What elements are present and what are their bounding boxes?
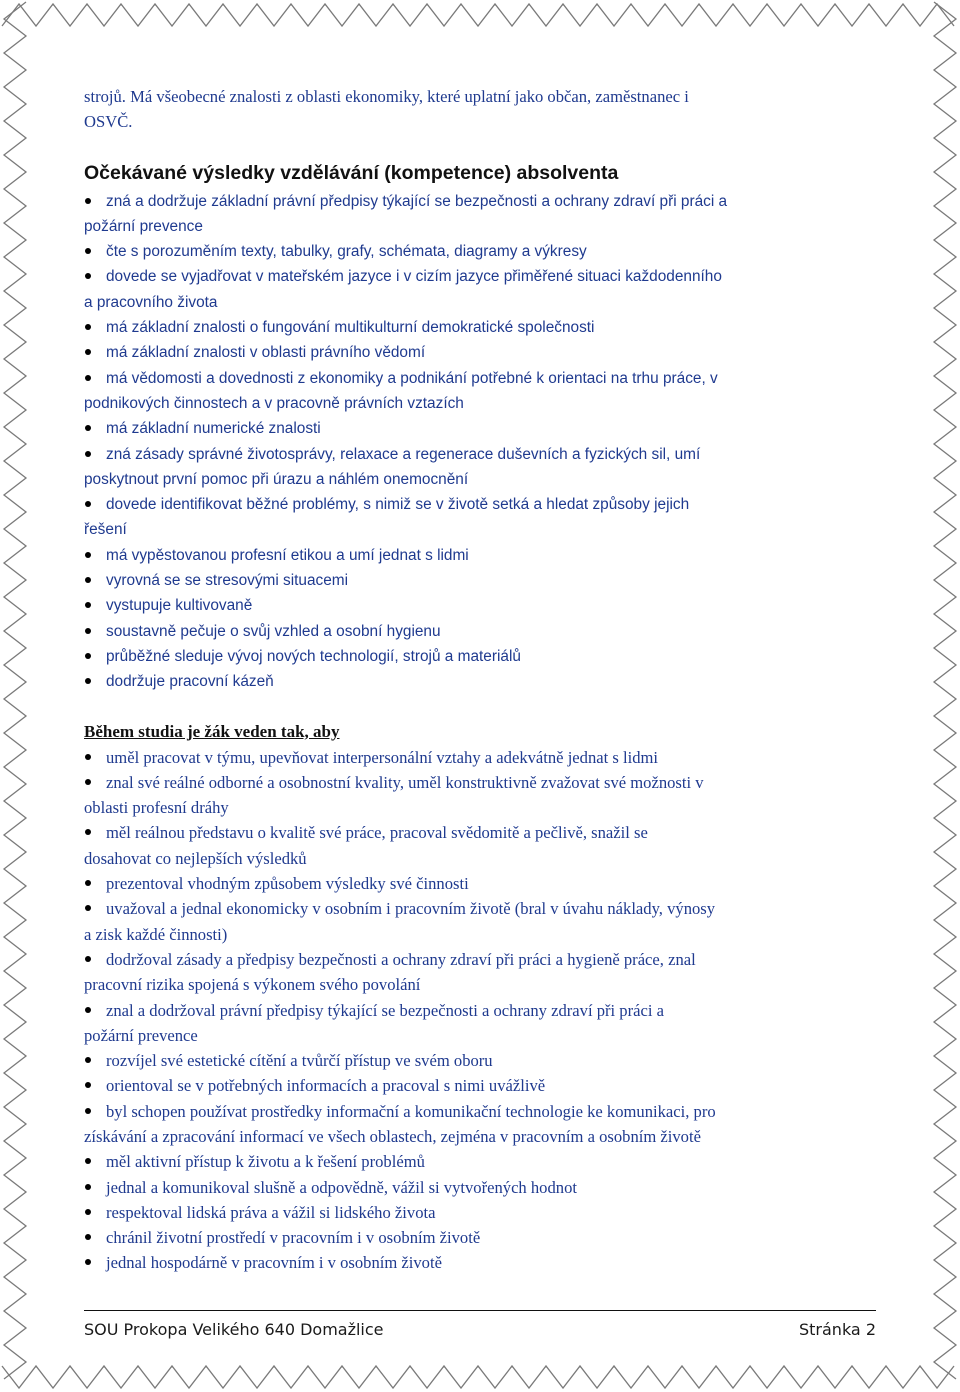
list-item <box>84 416 884 441</box>
list-item-continuation: oblasti profesní dráhy <box>84 798 229 818</box>
list-item <box>84 1175 884 1200</box>
list-item-text: orientoval se v potřebných informacích a pracoval s nimi uvážlivě <box>106 1076 546 1096</box>
list-item-text: čte s porozuměním texty, tabulky, grafy, schémata, diagramy a výkresy <box>106 243 587 261</box>
page-content <box>84 84 884 1276</box>
list-item-text: má vědomosti a dovednosti z ekonomiky a podnikání potřebné k orientaci na trhu práce, v <box>106 369 718 387</box>
list-item-continuation: dosahovat co nejlepších výsledků <box>84 848 307 868</box>
list-item-text: jednal hospodárně v pracovním i v osobním životě <box>106 1253 442 1273</box>
list-item-text: uměl pracovat v týmu, upevňovat interpersonální vztahy a adekvátně jednat s lidmi <box>106 747 659 767</box>
list-item-text: byl schopen používat prostředky informační a komunikační technologie ke komunikaci, pro <box>106 1101 716 1121</box>
list-item <box>84 568 884 593</box>
list-item <box>84 1099 884 1150</box>
list-item <box>84 492 884 543</box>
footer-school-name: SOU Prokopa Velikého 640 Domažlice <box>84 1320 384 1339</box>
list-item <box>84 745 884 770</box>
list-item-text: jednal a komunikoval slušně a odpovědně, vážil si vytvořených hodnot <box>106 1177 577 1197</box>
list-item <box>84 669 884 694</box>
list-item-text: dovede se vyjadřovat v mateřském jazyce i v cizím jazyce přiměřené situaci každodenního <box>106 268 722 286</box>
list-item <box>84 239 884 264</box>
list-item-text: soustavně pečuje o svůj vzhled a osobní hygienu <box>106 622 441 640</box>
list-item-text: rozvíjel své estetické cítění a tvůrčí přístup ve svém oboru <box>106 1051 493 1071</box>
list-item <box>84 315 884 340</box>
list-item-continuation: řešení <box>84 521 127 539</box>
list-item <box>84 442 884 493</box>
list-item-continuation: podnikových činnostech a v pracovně právních vztazích <box>84 394 464 412</box>
list-item-text: vyrovná se se stresovými situacemi <box>106 572 349 590</box>
section-guidance-title: Během studia je žák veden tak, aby <box>84 721 340 741</box>
list-item-text: má základní numerické znalosti <box>106 420 321 438</box>
guidance-list <box>84 745 884 1276</box>
list-item <box>84 1250 884 1275</box>
section-competences-title: Očekávané výsledky vzdělávání (kompetence) absolventa <box>84 161 619 184</box>
list-item-continuation: a zisk každé činnosti) <box>84 924 228 944</box>
list-item-text: znal své reálné odborné a osobnostní kvality, uměl konstruktivně zvažovat své možnosti v <box>106 772 704 792</box>
list-item-continuation: poskytnout první pomoc při úrazu a náhlém onemocnění <box>84 470 469 488</box>
list-item <box>84 1048 884 1073</box>
list-item-text: chránil životní prostředí v pracovním i v osobním životě <box>106 1228 481 1248</box>
list-item <box>84 820 884 871</box>
list-item <box>84 543 884 568</box>
list-item <box>84 1149 884 1174</box>
footer-page-number: Stránka 2 <box>798 1320 876 1339</box>
list-item <box>84 896 884 947</box>
list-item <box>84 644 884 669</box>
list-item-text: vystupuje kultivovaně <box>106 597 253 615</box>
list-item <box>84 340 884 365</box>
intro-line-2: OSVČ. <box>84 112 133 132</box>
list-item <box>84 264 884 315</box>
list-item-text: respektoval lidská práva a vážil si lidského života <box>106 1202 436 1222</box>
list-item-text: má vypěstovanou profesní etikou a umí jednat s lidmi <box>106 546 469 564</box>
list-item-text: znal a dodržoval právní předpisy týkající se bezpečnosti a ochrany zdraví při práci a <box>106 1000 664 1020</box>
list-item <box>84 189 884 240</box>
list-item-text: měl reálnou představu o kvalitě své práce, pracoval svědomitě a pečlivě, snažil se <box>106 823 648 843</box>
list-item-text: má základní znalosti v oblasti právního vědomí <box>106 344 426 362</box>
list-item <box>84 770 884 821</box>
list-item <box>84 1200 884 1225</box>
list-item <box>84 871 884 896</box>
list-item <box>84 998 884 1049</box>
list-item-text: zná a dodržuje základní právní předpisy týkající se bezpečnosti a ochrany zdraví při práci a <box>106 192 728 210</box>
list-item-continuation: získávání a zpracování informací ve všech oblastech, zejména v pracovním a osobním životě <box>84 1126 701 1146</box>
list-item-text: uvažoval a jednal ekonomicky v osobním i pracovním životě (bral v úvahu náklady, výnosy <box>106 899 716 919</box>
list-item-text: dodržuje pracovní kázeň <box>106 673 274 691</box>
list-item <box>84 366 884 417</box>
list-item-text: měl aktivní přístup k životu a k řešení problémů <box>106 1152 425 1172</box>
intro-line-1: strojů. Má všeobecné znalosti z oblasti ekonomiky, které uplatní jako občan, zaměstnanec i <box>84 87 689 106</box>
list-item <box>84 947 884 998</box>
list-item-text: prezentoval vhodným způsobem výsledky své činnosti <box>106 874 469 894</box>
list-item-continuation: požární prevence <box>84 217 203 235</box>
list-item-continuation: požární prevence <box>84 1025 198 1045</box>
list-item <box>84 619 884 644</box>
list-item-text: dovede identifikovat běžné problémy, s nimiž se v životě setká a hledat způsoby jejich <box>106 496 690 514</box>
list-item-text: zná zásady správné životosprávy, relaxace a regenerace duševních a fyzických sil, umí <box>106 445 701 463</box>
list-item <box>84 1225 884 1250</box>
list-item-continuation: pracovní rizika spojená s výkonem svého povolání <box>84 975 421 995</box>
intro-paragraph <box>84 84 884 135</box>
list-item <box>84 1073 884 1098</box>
page-footer <box>84 1320 876 1339</box>
list-item-continuation: a pracovního života <box>84 293 218 311</box>
list-item <box>84 593 884 618</box>
list-item-text: průběžné sleduje vývoj nových technologií, strojů a materiálů <box>106 647 521 665</box>
list-item-text: dodržoval zásady a předpisy bezpečnosti a ochrany zdraví při práci a hygieně práce, znal <box>106 949 696 969</box>
list-item-text: má základní znalosti o fungování multikulturní demokratické společnosti <box>106 319 595 337</box>
footer-divider <box>84 1310 876 1311</box>
competences-list <box>84 189 884 695</box>
